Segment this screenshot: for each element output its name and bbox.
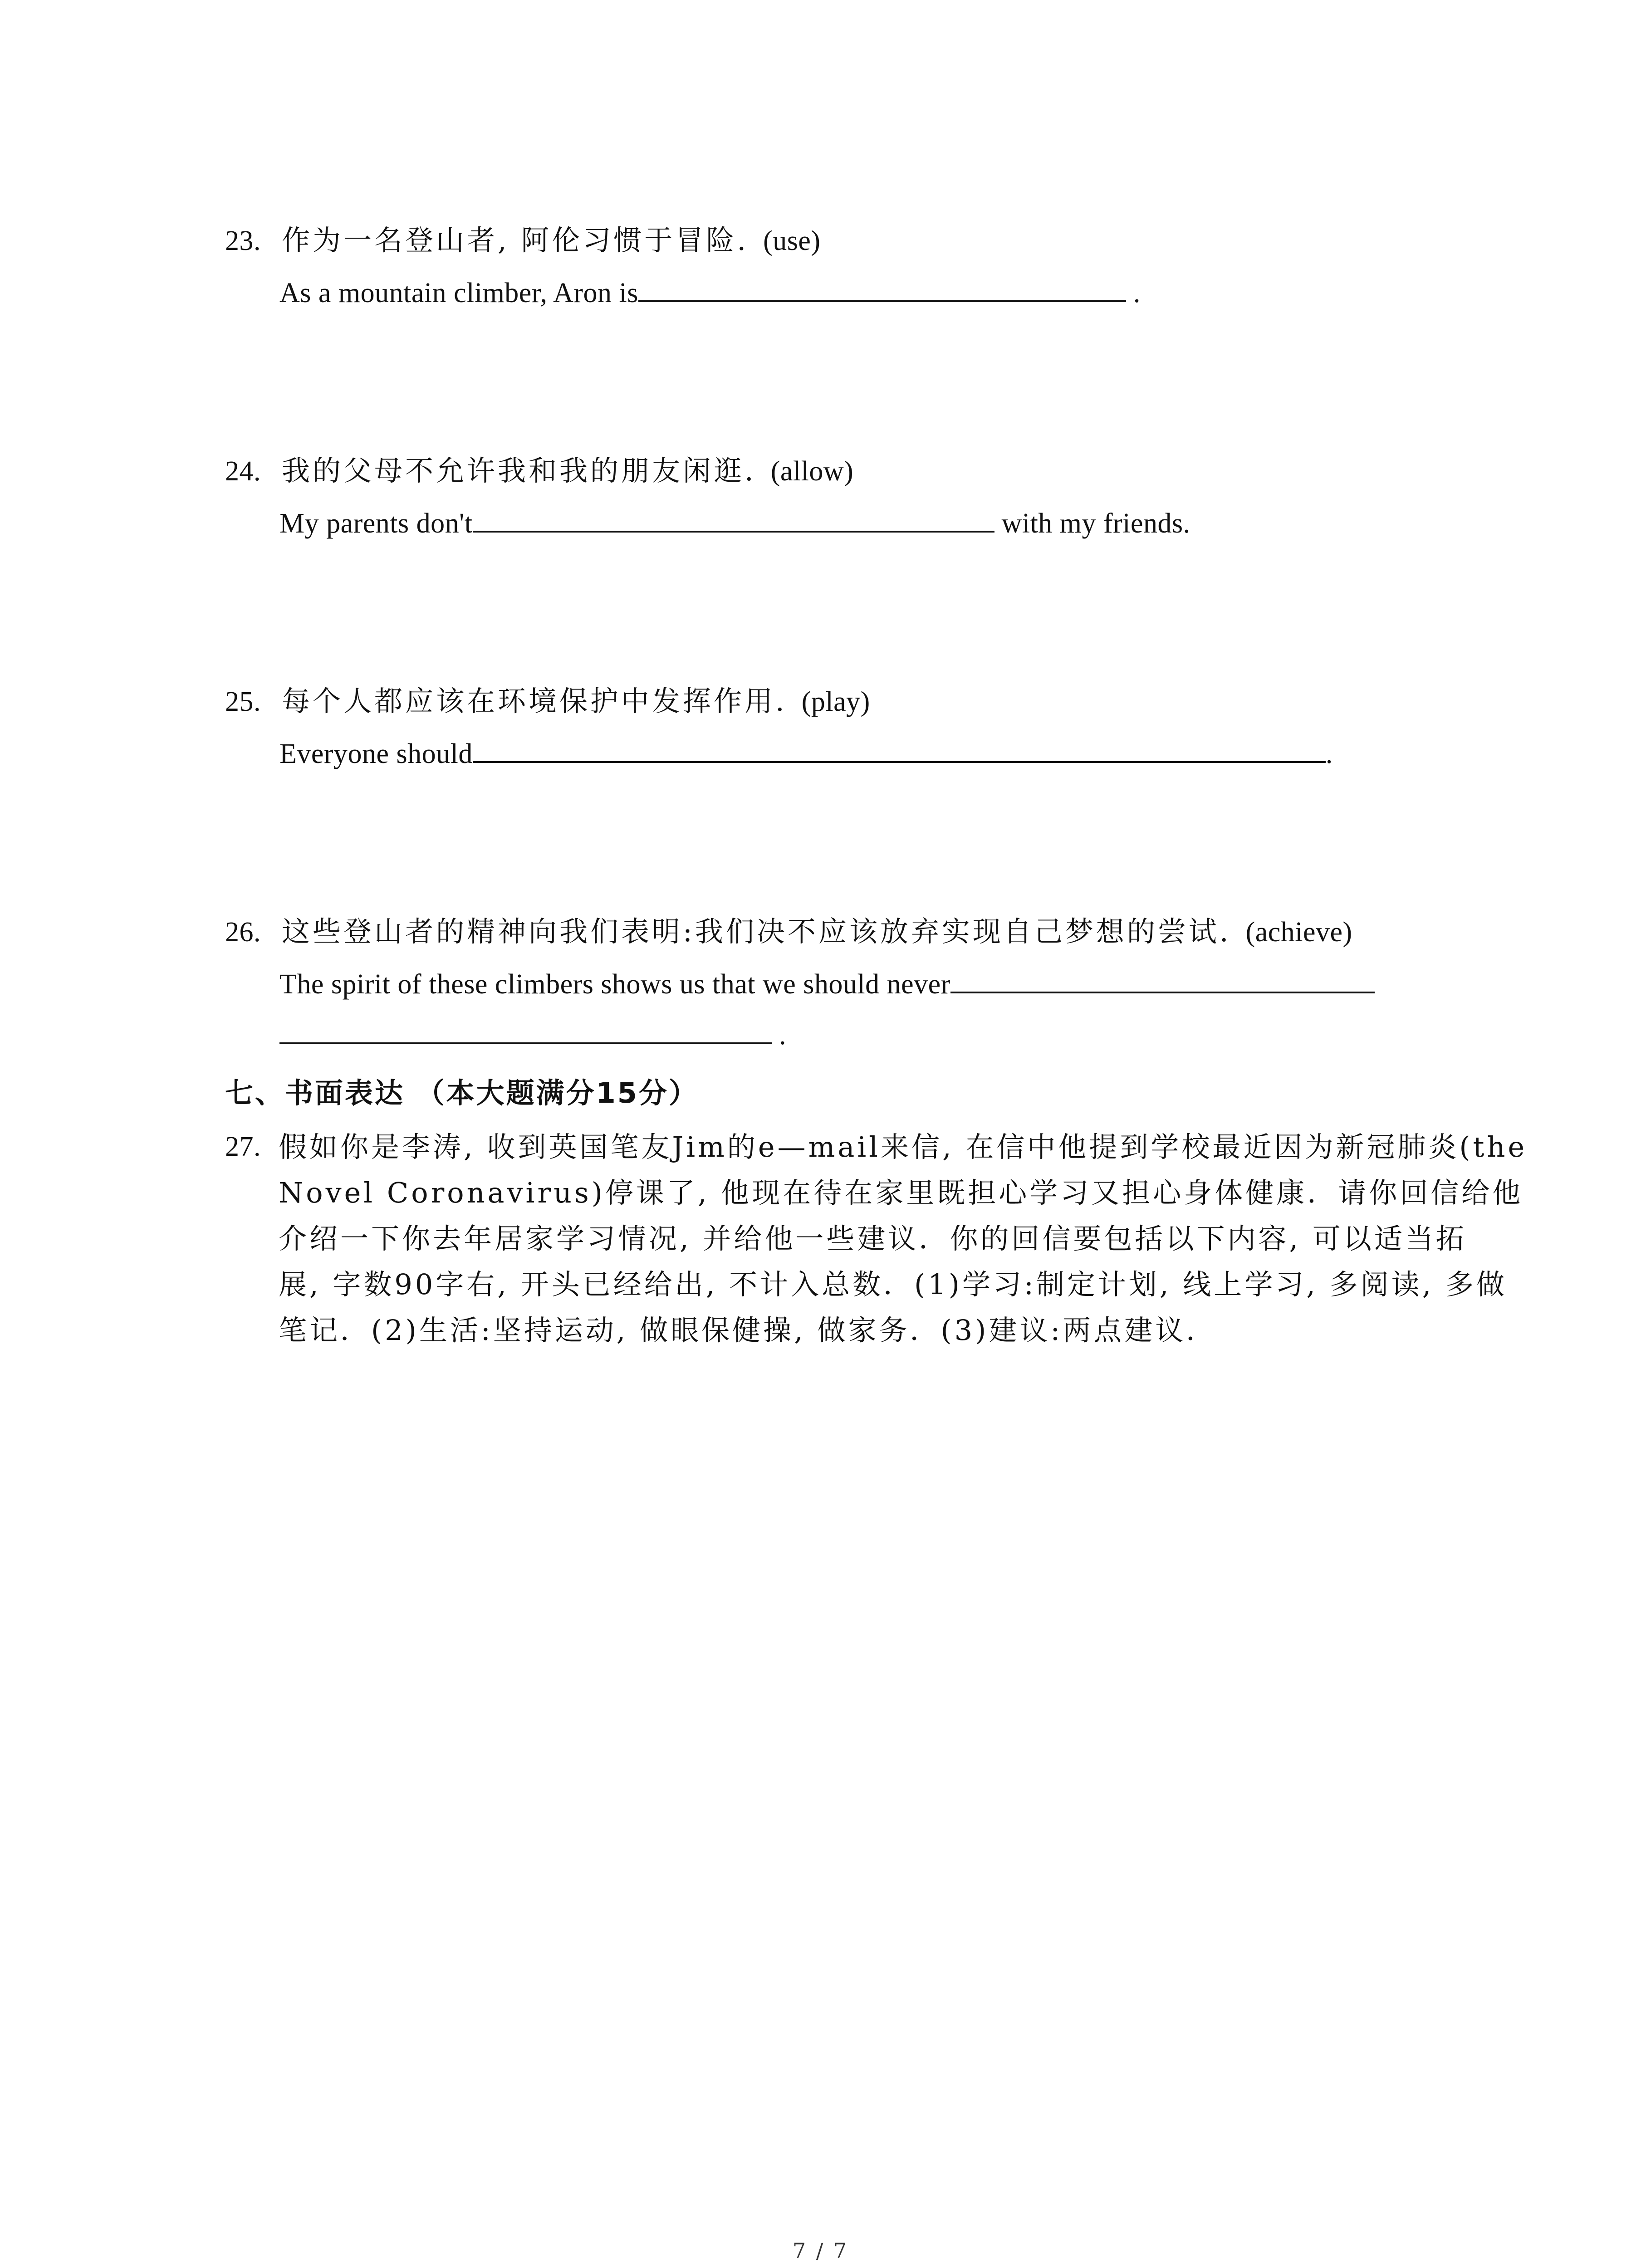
question-prompt-line <box>225 453 853 489</box>
answer-line-continued <box>279 1015 786 1053</box>
question-number: 26. <box>225 917 261 948</box>
answer-line <box>279 503 1190 542</box>
question-number: 27. <box>225 1131 261 1162</box>
answer-prefix: As a mountain climber, Aron is <box>279 278 638 308</box>
question-hint: (play) <box>801 686 870 717</box>
answer-line <box>279 734 1333 772</box>
writing-prompt-line: Novel Coronavirus)停课了, 他现在待在家里既担心学习又担心身体健康．请你回信给他 <box>279 1176 1523 1209</box>
question-prompt-line <box>225 222 821 259</box>
answer-suffix: with my friends. <box>994 508 1190 539</box>
answer-prefix: My parents don't <box>279 508 473 539</box>
answer-suffix: . <box>1325 738 1333 769</box>
question-hint: (use) <box>763 225 821 256</box>
answer-prefix: Everyone should <box>279 738 473 769</box>
question-prompt: 我的父母不允许我和我的朋友闲逛. <box>282 454 756 487</box>
question-prompt: 每个人都应该在环境保护中发挥作用. <box>282 684 787 718</box>
writing-prompt-line: 笔记．(2)生活:坚持运动, 做眼保健操, 做家务．(3)建议:两点建议． <box>279 1314 1217 1347</box>
writing-prompt-line: 介绍一下你去年居家学习情况, 并给他一些建议．你的回信要包括以下内容, 可以适当拓 <box>279 1222 1467 1255</box>
answer-blank[interactable] <box>950 964 1375 993</box>
answer-line <box>279 964 1375 1002</box>
answer-line <box>279 273 1141 311</box>
section-heading: 七、书面表达 （本大题满分15分） <box>225 1076 699 1110</box>
question-prompt-line <box>225 914 1352 950</box>
answer-blank[interactable] <box>473 503 994 533</box>
question-prompt-line <box>225 683 870 720</box>
answer-prefix: The spirit of these climbers shows us that we should never <box>279 969 950 1000</box>
answer-blank[interactable] <box>473 734 1326 763</box>
page-number: 7 / 7 <box>792 2239 849 2263</box>
answer-blank[interactable] <box>279 1015 772 1044</box>
answer-suffix: . <box>772 1020 786 1051</box>
writing-prompt-line: 假如你是李涛, 收到英国笔友Jim的e—mail来信, 在信中他提到学校最近因为新冠肺炎(the <box>279 1130 1528 1163</box>
answer-blank[interactable] <box>638 273 1126 302</box>
question-number: 25. <box>225 686 261 717</box>
question-number: 24. <box>225 456 261 487</box>
writing-prompt-line: 展, 字数90字右, 开头已经给出, 不计入总数．(1)学习:制定计划, 线上学习, 多阅读, 多做 <box>279 1268 1508 1301</box>
question-27-number <box>225 1129 261 1165</box>
answer-suffix: . <box>1126 278 1141 308</box>
question-hint: (allow) <box>770 456 854 487</box>
question-number: 23. <box>225 225 261 256</box>
question-prompt: 作为一名登山者, 阿伦习惯于冒险. <box>282 224 749 257</box>
question-prompt: 这些登山者的精神向我们表明:我们决不应该放弃实现自己梦想的尝试. <box>282 915 1231 948</box>
question-hint: (achieve) <box>1245 917 1352 948</box>
